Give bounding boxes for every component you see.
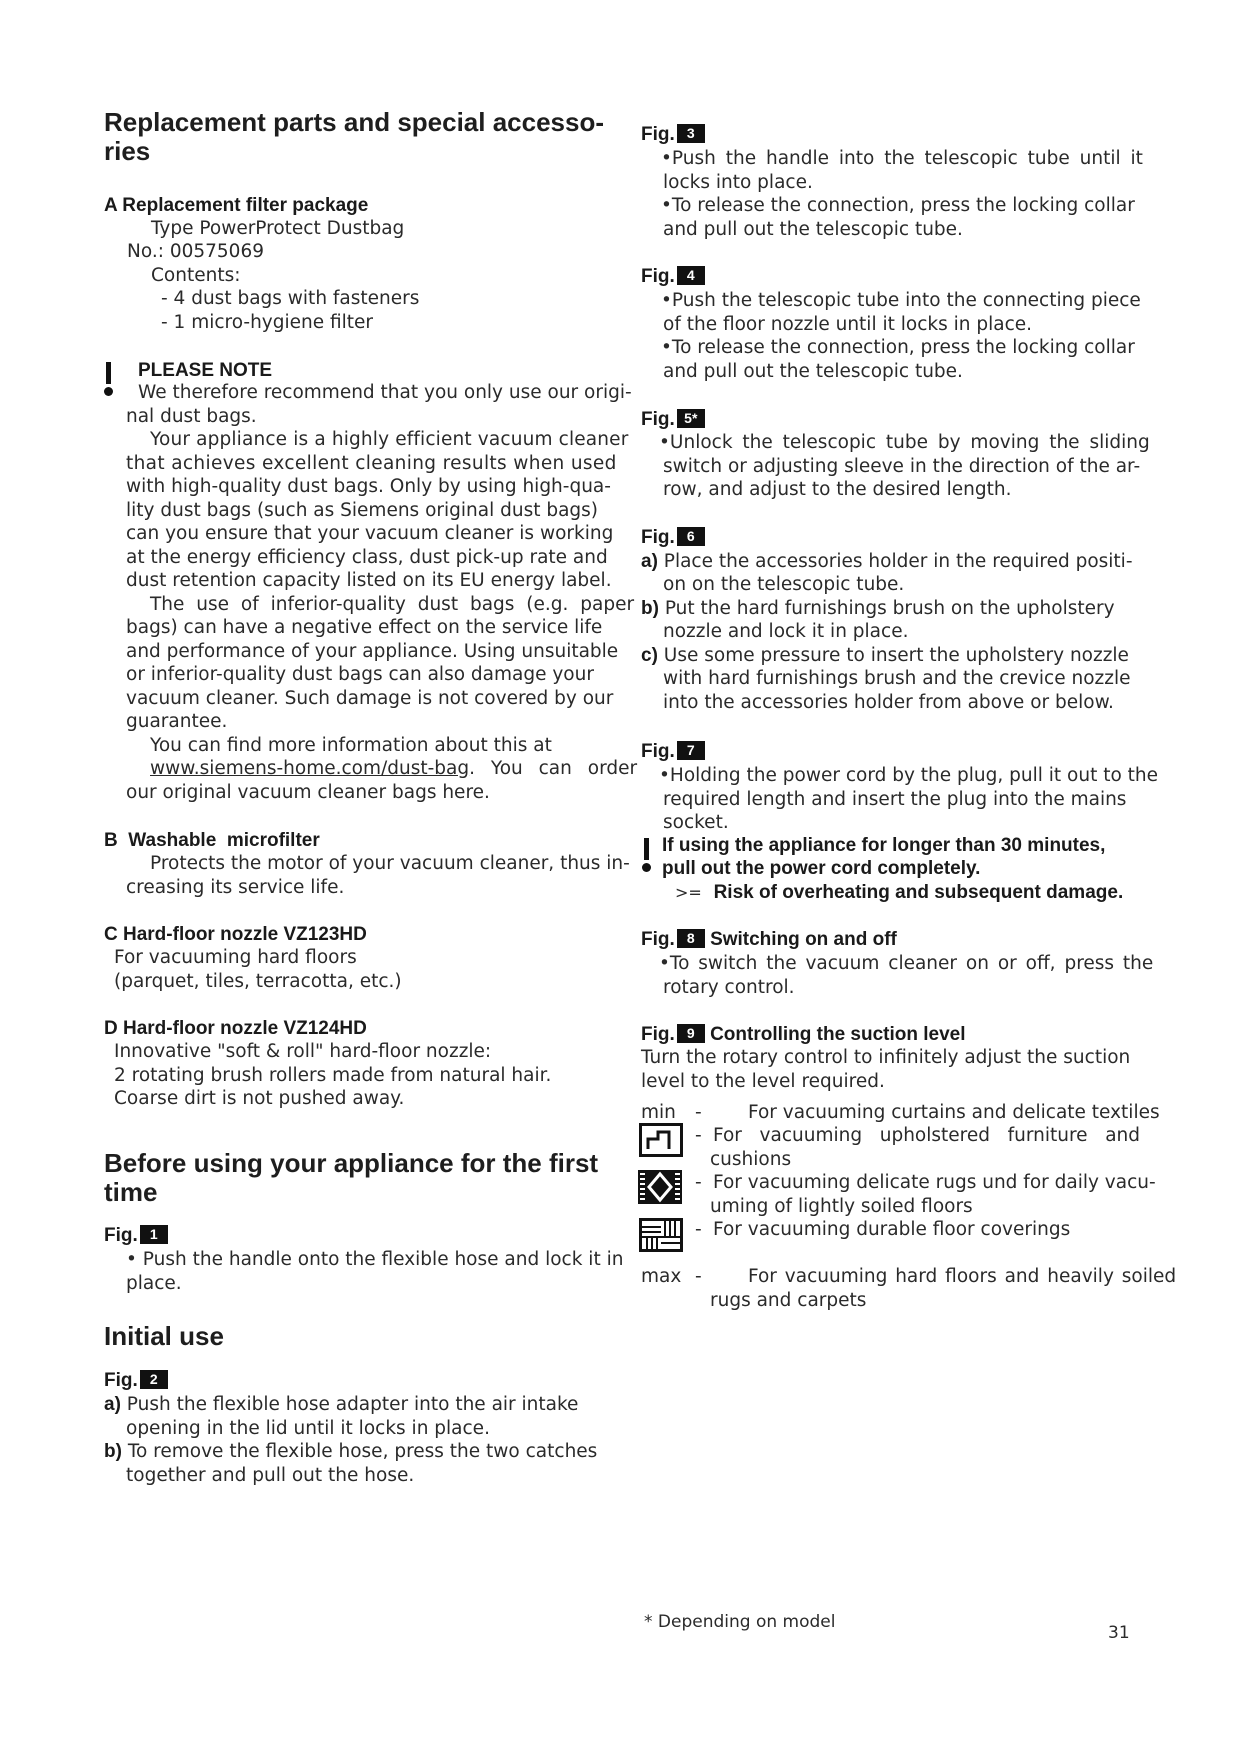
fig-7-number: 7: [677, 741, 705, 760]
note-line: can you ensure that your vacuum cleaner is working: [126, 523, 614, 544]
fig-6-step-a-cont: on on the telescopic tube.: [663, 574, 905, 595]
note-line: and performance of your appliance. Using unsuitable: [126, 641, 619, 662]
item-a-type: Type PowerProtect Dustbag: [151, 218, 405, 239]
level-3-text: uming of lightly soiled floors: [710, 1196, 973, 1217]
fig-2-label: Fig. 2: [104, 1369, 168, 1393]
level-4-text: For vacuuming durable floor coverings: [713, 1219, 1071, 1240]
fig-3-number: 3: [677, 124, 705, 143]
fig-3-line: •To release the connection, press the locking collar: [661, 195, 1135, 216]
fig-2-number: 2: [140, 1370, 168, 1389]
fig-6-step-c: c) Use some pressure to insert the upholstery nozzle: [641, 645, 1129, 666]
fig-9-number: 9: [677, 1024, 705, 1043]
fig-5-line: row, and adjust to the desired length.: [663, 479, 1012, 500]
heading-replacement-parts: Replacement parts and special accesso- ries: [104, 107, 605, 166]
item-d-line: Innovative "soft & roll" hard-floor nozzle:: [114, 1041, 492, 1062]
note-link-line: [150, 757, 637, 781]
note-line: The use of inferior-quality dust bags (e.g. paper: [150, 594, 635, 615]
fig-9-line: Turn the rotary control to infinitely adjust the suction: [641, 1047, 1131, 1068]
note-line: dust retention capacity listed on its EU energy label.: [126, 570, 612, 591]
fig-3-line: •Push the handle into the telescopic tube until it: [661, 148, 1143, 169]
fig-8-number: 8: [677, 929, 705, 948]
durable-floor-level-icon: [639, 1218, 683, 1252]
item-d-line: 2 rotating brush rollers made from natural hair.: [114, 1065, 552, 1086]
upholstery-level-icon: [639, 1123, 683, 1157]
item-c-line: (parquet, tiles, terracotta, etc.): [114, 971, 402, 992]
footnote: * Depending on model: [644, 1612, 836, 1632]
level-dash: -: [695, 1102, 702, 1123]
level-min-text: For vacuuming curtains and delicate textiles: [748, 1102, 1160, 1123]
item-a-title: A Replacement filter package: [104, 195, 369, 216]
fig-7-line: •Holding the power cord by the plug, pull it out to the: [659, 765, 1159, 786]
level-max-label: max: [641, 1266, 682, 1287]
fig-5-line: •Unlock the telescopic tube by moving the sliding: [659, 432, 1150, 453]
note-title: PLEASE NOTE: [138, 360, 273, 381]
level-dash: -: [695, 1219, 702, 1240]
fig-5-line: switch or adjusting sleeve in the direction of the ar-: [663, 456, 1141, 477]
fig-7-line: required length and insert the plug into the mains: [663, 789, 1127, 810]
warning-icon: [101, 362, 115, 396]
rug-level-icon: [638, 1170, 682, 1204]
fig-2-step-a: a) Push the flexible hose adapter into the air intake: [104, 1394, 579, 1415]
item-c-title: C Hard-floor nozzle VZ123HD: [104, 924, 367, 945]
dust-bag-link[interactable]: www.siemens-home.com/dust-bag: [150, 758, 470, 779]
item-c-line: For vacuuming hard floors: [114, 947, 357, 968]
note-line: with high-quality dust bags. Only by using high-qua-: [126, 476, 611, 497]
note-line: or inferior-quality dust bags can also damage your: [126, 664, 594, 685]
fig-8-line: •To switch the vacuum cleaner on or off, press the: [659, 953, 1154, 974]
level-dash: -: [695, 1172, 702, 1193]
fig-5-number: 5*: [677, 409, 705, 428]
fig-3-line: locks into place.: [663, 172, 813, 193]
fig-2-step-b-cont: together and pull out the hose.: [126, 1465, 415, 1486]
fig-7-label: Fig. 7: [641, 740, 705, 764]
fig-2-step-a-cont: opening in the lid until it locks in place.: [126, 1418, 490, 1439]
fig-4-label: Fig. 4: [641, 265, 705, 289]
item-b-title: B Washable microfilter: [104, 830, 320, 851]
heading-before-first-use: Before using your appliance for the first time: [104, 1148, 599, 1207]
note-line: We therefore recommend that you only use our origi-: [138, 382, 632, 403]
note-line: nal dust bags.: [126, 406, 257, 427]
fig-4-number: 4: [677, 266, 705, 285]
note-line: guarantee.: [126, 711, 228, 732]
fig-1-number: 1: [140, 1225, 168, 1244]
level-max-text: For vacuuming hard floors and heavily soiled: [748, 1266, 1177, 1287]
fig-4-line: of the floor nozzle until it locks in place.: [663, 314, 1032, 335]
fig-1-line: place.: [126, 1273, 182, 1294]
item-a-contents: Contents:: [151, 265, 241, 286]
level-dash: -: [695, 1125, 702, 1146]
item-b-line: creasing its service life.: [126, 877, 345, 898]
fig-6-step-b-cont: nozzle and lock it in place.: [663, 621, 909, 642]
level-min-label: min: [641, 1102, 676, 1123]
note-link-tail: . You can order: [469, 758, 638, 779]
item-a-number: No.: 00575069: [127, 241, 264, 262]
note-line: vacuum cleaner. Such damage is not covered by our: [126, 688, 614, 709]
level-3-text: For vacuuming delicate rugs und for daily vacu-: [713, 1172, 1156, 1193]
note-line: at the energy efficiency class, dust pick-up rate and: [126, 547, 608, 568]
fig-6-step-c-cont: into the accessories holder from above or below.: [663, 692, 1114, 713]
note-line: bags) can have a negative effect on the service life: [126, 617, 603, 638]
item-a-content-1: - 4 dust bags with fasteners: [161, 288, 420, 309]
fig-7-risk: >= Risk of overheating and subsequent damage.: [675, 882, 1124, 903]
fig-6-step-b: b) Put the hard furnishings brush on the upholstery: [641, 598, 1115, 619]
note-line-last: our original vacuum cleaner bags here.: [126, 782, 490, 803]
fig-5-label: Fig. 5*: [641, 408, 705, 432]
note-line: lity dust bags (such as Siemens original dust bags): [126, 500, 599, 521]
note-line: You can find more information about this at: [150, 735, 552, 756]
item-a-content-2: - 1 micro-hygiene filter: [161, 312, 374, 333]
fig-8-title: Switching on and off: [710, 929, 897, 950]
item-d-title: D Hard-floor nozzle VZ124HD: [104, 1018, 367, 1039]
fig-8-label: Fig. 8 Switching on and off: [641, 929, 897, 950]
level-max-text: rugs and carpets: [710, 1290, 867, 1311]
fig-4-line: •Push the telescopic tube into the connecting piece: [661, 290, 1141, 311]
fig-6-step-a: a) Place the accessories holder in the required positi-: [641, 551, 1133, 572]
fig-9-title: Controlling the suction level: [710, 1024, 966, 1045]
note-line: Your appliance is a highly efficient vacuum cleaner: [150, 429, 629, 450]
fig-4-line: •To release the connection, press the locking collar: [661, 337, 1135, 358]
level-dash: -: [695, 1266, 702, 1287]
note-line: that achieves excellent cleaning results when used: [126, 453, 617, 474]
page-number: 31: [1108, 1623, 1130, 1643]
fig-3-label: Fig. 3: [641, 123, 705, 147]
item-b-line: Protects the motor of your vacuum cleaner, thus in-: [150, 853, 630, 874]
arrow-icon: >=: [675, 883, 702, 902]
level-2-text: For vacuuming upholstered furniture and: [713, 1125, 1141, 1146]
fig-6-label: Fig. 6: [641, 526, 705, 550]
heading-initial-use: Initial use: [104, 1321, 224, 1351]
fig-7-warning: If using the appliance for longer than 30 minutes,: [662, 835, 1106, 856]
item-d-line: Coarse dirt is not pushed away.: [114, 1088, 405, 1109]
fig-6-number: 6: [677, 527, 705, 546]
level-2-text: cushions: [710, 1149, 792, 1170]
fig-9-label: Fig. 9 Controlling the suction level: [641, 1024, 966, 1045]
fig-8-line: rotary control.: [663, 977, 795, 998]
fig-7-line: socket.: [663, 812, 729, 833]
warning-icon: [639, 838, 653, 872]
fig-9-line: level to the level required.: [641, 1071, 885, 1092]
fig-1-line: • Push the handle onto the flexible hose and lock it in: [126, 1249, 624, 1270]
fig-2-step-b: b) To remove the flexible hose, press the two catches: [104, 1441, 598, 1462]
fig-7-warning: pull out the power cord completely.: [662, 858, 981, 879]
fig-4-line: and pull out the telescopic tube.: [663, 361, 963, 382]
fig-6-step-c-cont: with hard furnishings brush and the crevice nozzle: [663, 668, 1131, 689]
fig-1-label: Fig. 1: [104, 1224, 168, 1248]
fig-3-line: and pull out the telescopic tube.: [663, 219, 963, 240]
